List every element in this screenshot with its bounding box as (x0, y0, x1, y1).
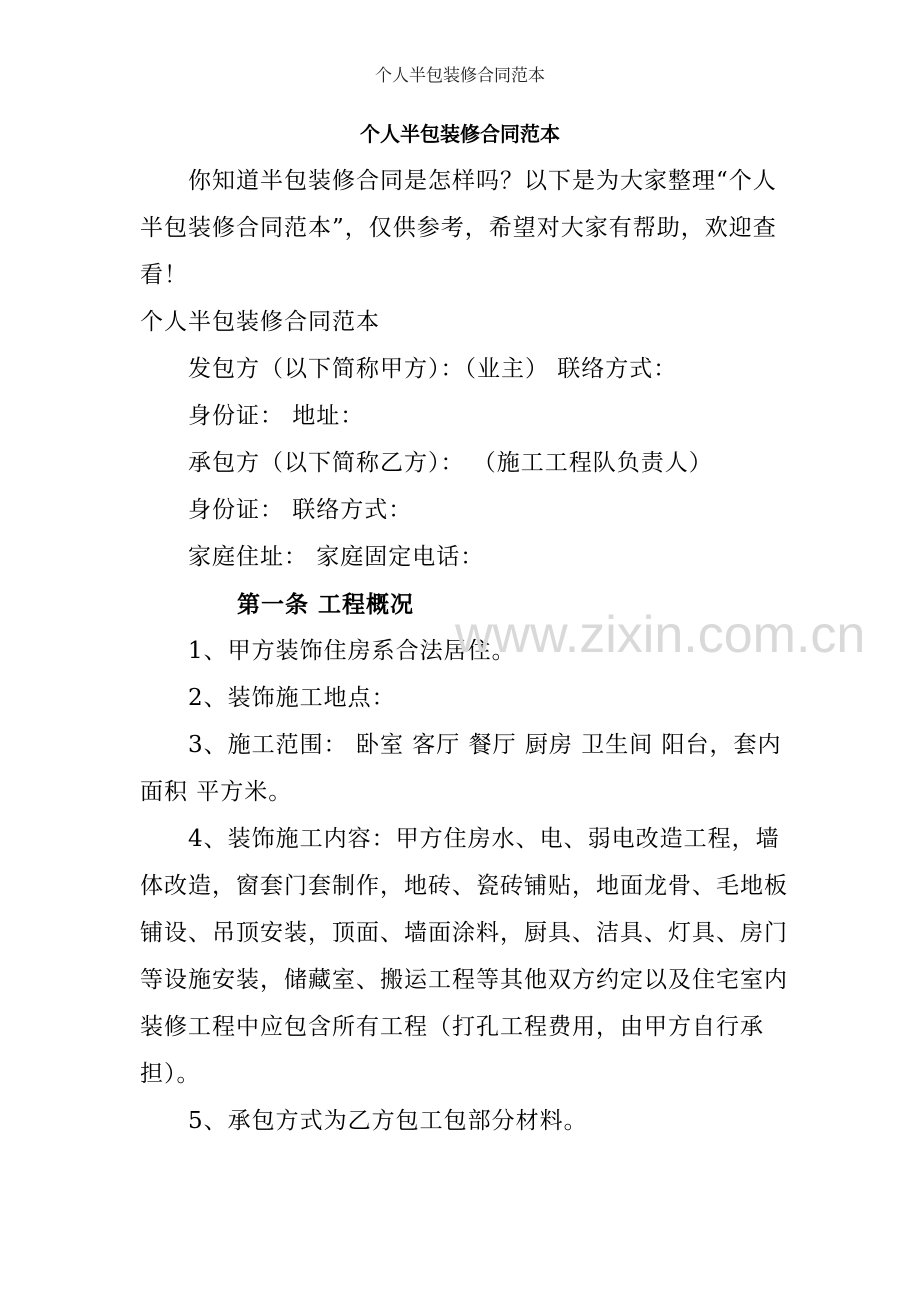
running-header: 个人半包装修合同范本 (375, 66, 545, 86)
list-item: 2、装饰施工地点： (188, 685, 396, 711)
party-b-id-line: 身份证： 联络方式： (188, 497, 413, 523)
list-item: 4、装饰施工内容：甲方住房水、电、弱电改造工程，墙体改造，窗套门套制作，地砖、瓷砖铺贴，地面龙骨、毛地板铺设、吊顶安装，顶面、墙面涂料，厨具、洁具、灯具、房门等设施安装，储藏室、搬运工程等其他双方约定以及住宅室内装修工程中应包含所有工程（打孔工程费用，由甲方自行承担）。 (140, 826, 788, 1087)
contract-subtitle: 个人半包装修合同范本 (140, 309, 380, 335)
party-b-line: 承包方（以下简称乙方）： （施工工程队负责人） (188, 450, 713, 476)
document-title: 个人半包装修合同范本 (360, 122, 560, 146)
document-body (140, 158, 866, 1145)
list-item: 3、施工范围： 卧室 客厅 餐厅 厨房 卫生间 阳台，套内面积 平方米。 (140, 732, 782, 805)
party-a-line: 发包方（以下简称甲方）：（业主） 联络方式： (188, 356, 678, 382)
intro-paragraph: 你知道半包装修合同是怎样吗？以下是为大家整理“个人半包装修合同范本”，仅供参考，希望对大家有帮助，欢迎查看！ (140, 168, 777, 288)
party-a-id-line: 身份证： 地址： (188, 403, 365, 429)
watermark: www.zixin.com.cn (455, 606, 866, 664)
article-1-heading: 第一条 工程概况 (237, 591, 415, 618)
list-item: 1、甲方装饰住房系合法居住。 (188, 638, 516, 664)
list-item: 5、承包方式为乙方包工包部分材料。 (188, 1108, 588, 1134)
home-address-line: 家庭住址： 家庭固定电话： (188, 544, 485, 570)
